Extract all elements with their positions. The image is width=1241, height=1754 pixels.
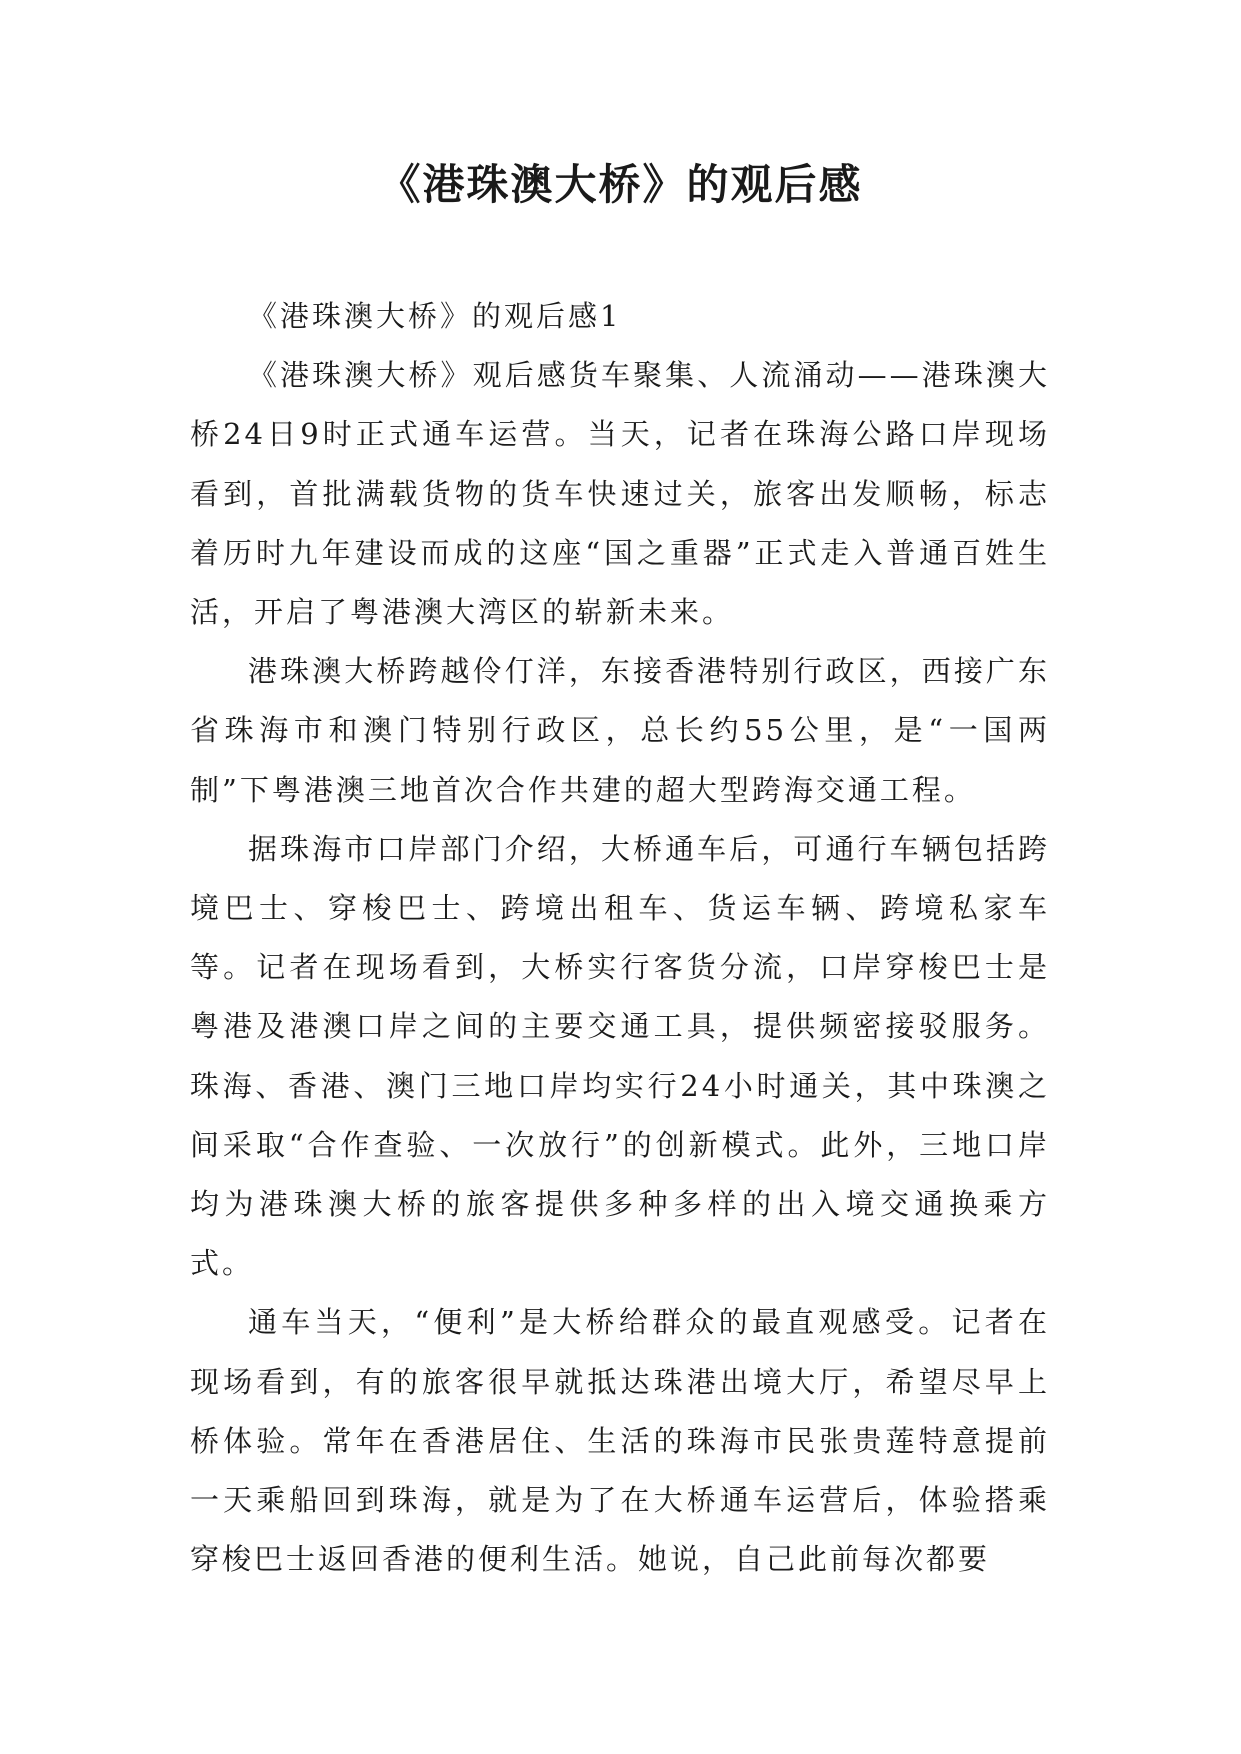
paragraph: 据珠海市口岸部门介绍，大桥通车后，可通行车辆包括跨境巴士、穿梭巴士、跨境出租车、货运车辆、跨境私家车等。记者在现场看到，大桥实行客货分流，口岸穿梭巴士是粤港及港澳口岸之间的主要交通工具，提供频密接驳服务。珠海、香港、澳门三地口岸均实行24小时通关，其中珠澳之间采取“合作查验、一次放行”的创新模式。此外，三地口岸均为港珠澳大桥的旅客提供多种多样的出入境交通换乘方式。	[190, 831, 1050, 1281]
paragraph: 《港珠澳大桥》观后感货车聚集、人流涌动——港珠澳大桥24日9时正式通车运营。当天，记者在珠海公路口岸现场看到，首批满载货物的货车快速过关，旅客出发顺畅，标志着历时九年建设而成的这座“国之重器”正式走入普通百姓生活，开启了粤港澳大湾区的崭新未来。	[190, 358, 1050, 630]
paragraph-heading: 《港珠澳大桥》的观后感1	[248, 299, 622, 333]
paragraph: 港珠澳大桥跨越伶仃洋，东接香港特别行政区，西接广东省珠海市和澳门特别行政区，总长约55公里，是“一国两制”下粤港澳三地首次合作共建的超大型跨海交通工程。	[190, 654, 1050, 807]
paragraph: 通车当天，“便利”是大桥给群众的最直观感受。记者在现场看到，有的旅客很早就抵达珠港出境大厅，希望尽早上桥体验。常年在香港居住、生活的珠海市民张贵莲特意提前一天乘船回到珠海，就是为了在大桥通车运营后，体验搭乘穿梭巴士返回香港的便利生活。她说，自己此前每次都要	[190, 1305, 1050, 1577]
document-title: 《港珠澳大桥》的观后感	[378, 160, 863, 209]
document-body	[190, 287, 1050, 1589]
